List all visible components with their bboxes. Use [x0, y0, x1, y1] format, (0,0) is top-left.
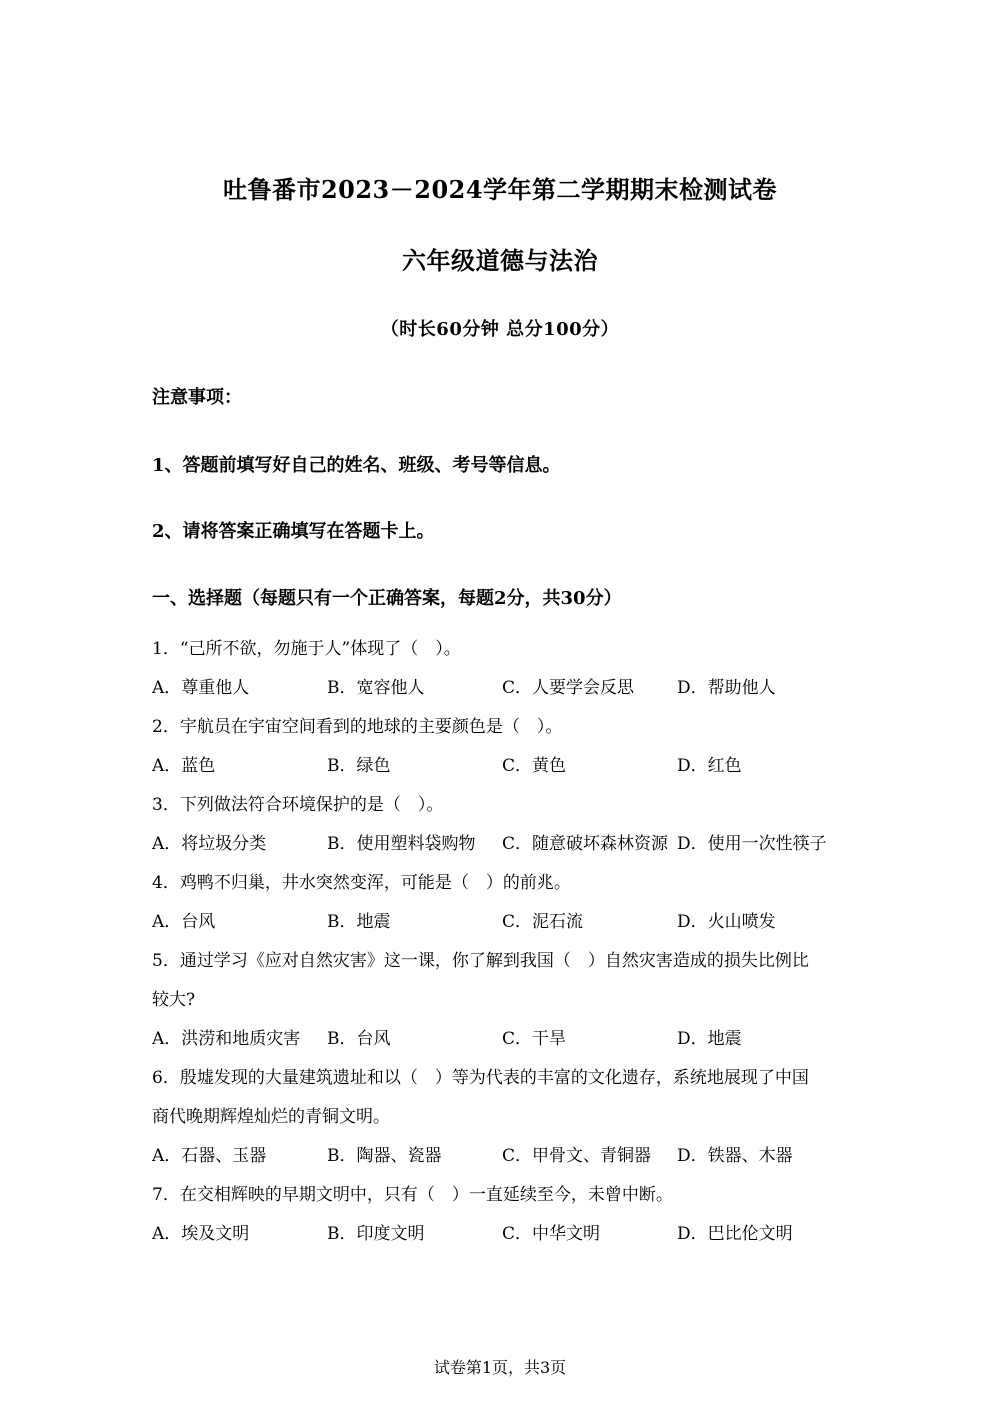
question-options: [152, 1020, 852, 1059]
question-3: [152, 786, 852, 864]
option-d: D．火山喷发: [677, 912, 776, 932]
question-5: [152, 942, 852, 1059]
notice-item-1: 1、答题前填写好自己的姓名、班级、考号等信息。: [152, 455, 561, 476]
option-a: A．尊重他人: [152, 678, 250, 698]
question-options: [152, 669, 852, 708]
option-d: D．使用一次性筷子: [677, 834, 827, 854]
option-b: B．陶器、瓷器: [327, 1146, 442, 1166]
option-a: A．埃及文明: [152, 1224, 250, 1244]
option-a: A．石器、玉器: [152, 1146, 267, 1166]
notice-item-2: 2、请将答案正确填写在答题卡上。: [152, 521, 435, 542]
notice-heading: 注意事项：: [152, 387, 242, 408]
page-footer: 试卷第1页，共3页: [433, 1358, 567, 1377]
question-stem: 3．下列做法符合环境保护的是（ ）。: [152, 795, 444, 815]
question-options: [152, 747, 852, 786]
option-c: C．随意破坏森林资源: [502, 834, 669, 854]
exam-title: 吐鲁番市2023－2024学年第二学期期末检测试卷: [222, 175, 778, 204]
option-d: D．红色: [677, 756, 742, 776]
question-list: [152, 630, 852, 1254]
option-c: C．干旱: [502, 1029, 567, 1049]
question-stem: 6．殷墟发现的大量建筑遗址和以（ ）等为代表的丰富的文化遗存，系统地展现了中国: [152, 1068, 809, 1088]
question-7: [152, 1176, 852, 1254]
option-c: C．甲骨文、青铜器: [502, 1146, 652, 1166]
option-b: B．台风: [327, 1029, 391, 1049]
question-stem-continued: 商代晚期辉煌灿烂的青铜文明。: [152, 1107, 390, 1127]
option-c: C．黄色: [502, 756, 567, 776]
question-6: [152, 1059, 852, 1176]
question-options: [152, 1137, 852, 1176]
question-stem-continued: 较大?: [152, 990, 196, 1010]
option-b: B．使用塑料袋购物: [327, 834, 476, 854]
option-c: C．泥石流: [502, 912, 584, 932]
question-stem: 4．鸡鸭不归巢，井水突然变浑，可能是（ ）的前兆。: [152, 873, 571, 893]
option-d: D．帮助他人: [677, 678, 776, 698]
question-stem: 5．通过学习《应对自然灾害》这一课，你了解到我国（ ）自然灾害造成的损失比例比: [152, 951, 809, 971]
question-options: [152, 1215, 852, 1254]
option-a: A．台风: [152, 912, 216, 932]
question-stem: 1．“己所不欲，勿施于人”体现了（ ）。: [152, 639, 461, 659]
option-b: B．印度文明: [327, 1224, 425, 1244]
option-a: A．蓝色: [152, 756, 216, 776]
exam-subject: 六年级道德与法治: [402, 246, 598, 275]
option-d: D．巴比伦文明: [677, 1224, 793, 1244]
option-c: C．人要学会反思: [502, 678, 635, 698]
section-heading: 一、选择题（每题只有一个正确答案，每题2分，共30分）: [152, 588, 622, 609]
option-d: D．地震: [677, 1029, 742, 1049]
question-options: [152, 825, 852, 864]
exam-duration: （时长60分钟 总分100分）: [380, 319, 620, 340]
option-d: D．铁器、木器: [677, 1146, 793, 1166]
question-2: [152, 708, 852, 786]
question-options: [152, 903, 852, 942]
option-a: A．将垃圾分类: [152, 834, 267, 854]
option-c: C．中华文明: [502, 1224, 601, 1244]
option-b: B．绿色: [327, 756, 391, 776]
option-b: B．地震: [327, 912, 391, 932]
option-b: B．宽容他人: [327, 678, 425, 698]
question-stem: 7．在交相辉映的早期文明中，只有（ ）一直延续至今，未曾中断。: [152, 1185, 673, 1205]
option-a: A．洪涝和地质灾害: [152, 1029, 301, 1049]
question-stem: 2．宇航员在宇宙空间看到的地球的主要颜色是（ ）。: [152, 717, 563, 737]
question-1: [152, 630, 852, 708]
question-4: [152, 864, 852, 942]
